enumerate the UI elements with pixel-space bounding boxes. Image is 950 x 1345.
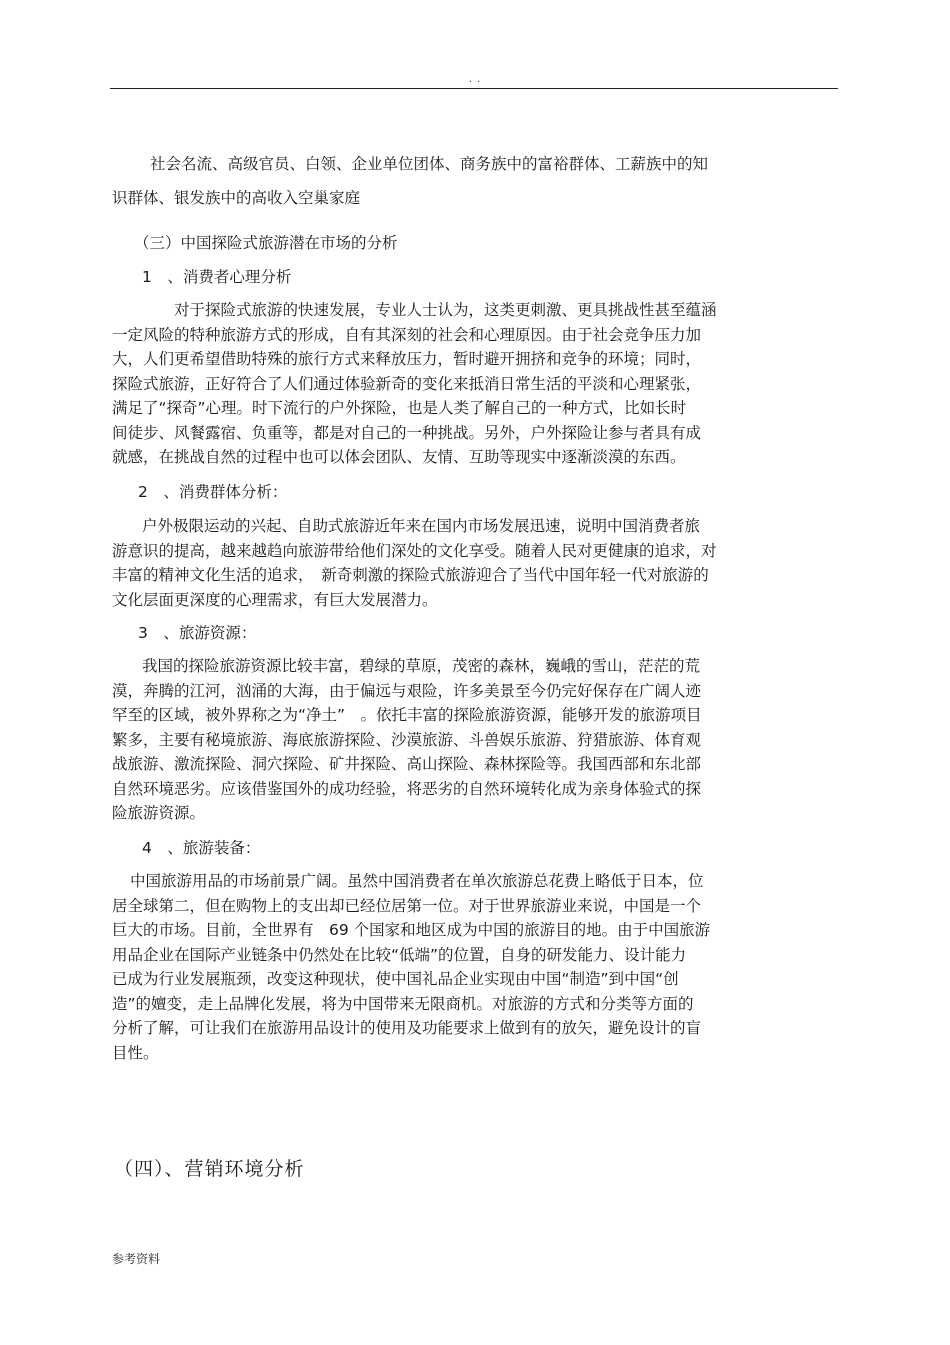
text-line: 中国旅游用品的市场前景广阔。虽然中国消费者在单次旅游总花费上略低于日本，位 xyxy=(130,872,704,890)
sub4-paragraph xyxy=(112,869,812,1065)
sub3-title xyxy=(112,621,812,646)
footer-reference: 参考资料 xyxy=(112,1252,161,1266)
text-line: 探险式旅游，正好符合了人们通过体验新奇的变化来抵消日常生活的平淡和心理紧张， xyxy=(112,374,702,393)
sub1-title xyxy=(112,265,812,290)
text-line: 繁多，主要有秘境旅游、海底旅游探险、沙漠旅游、斗兽娱乐旅游、狩猎旅游、体育观 xyxy=(112,730,702,749)
text-line: 已成为行业发展瓶颈，改变这种现状，使中国礼品企业实现由中国“制造”到中国“创 xyxy=(112,970,679,988)
text-line: 居全球第二，但在购物上的支出却已经位居第一位。对于世界旅游业来说，中国是一个 xyxy=(112,896,702,915)
text-line: 丰富的精神文化生活的追求， 新奇刺激的探险式旅游迎合了当代中国年轻一代对旅游的 xyxy=(112,566,709,584)
text-line: 识群体、银发族中的高收入空巢家庭 xyxy=(112,189,361,207)
text-line: 自然环境恶劣。应该借鉴国外的成功经验，将恶劣的自然环境转化成为亲身体验式的探 xyxy=(112,779,702,798)
text-line: 就感，在挑战自然的过程中也可以体会团队、友情、互助等现实中逐渐淡漠的东西。 xyxy=(112,448,686,466)
text-line: 游意识的提高，越来越趋向旅游带给他们深处的文化享受。随着人民对更健康的追求，对 xyxy=(112,541,717,560)
sub3-paragraph xyxy=(112,654,812,826)
text-line: 社会名流、高级官员、白领、企业单位团体、商务族中的富裕群体、工薪族中的知 xyxy=(150,155,709,173)
text-line: 户外极限运动的兴起、自助式旅游近年来在国内市场发展迅速，说明中国消费者旅 xyxy=(142,517,701,535)
text-line: 大，人们更希望借助特殊的旅行方式来释放压力，暂时避开拥挤和竞争的环境；同时， xyxy=(112,350,702,368)
sub2-title xyxy=(112,480,812,505)
header-rule xyxy=(110,88,838,89)
text-line: 我国的探险旅游资源比较丰富，碧绿的草原，茂密的森林，巍峨的雪山，茫茫的荒 xyxy=(142,657,701,675)
sub1-paragraph xyxy=(112,298,812,470)
text-line: 文化层面更深度的心理需求，有巨大发展潜力。 xyxy=(112,590,438,609)
sub2-paragraph xyxy=(112,514,812,612)
section4-title: （四）、营销环境分析 xyxy=(114,1158,305,1180)
section3-title xyxy=(112,231,812,256)
text-line: 间徒步、风餐露宿、负重等，都是对自己的一种挑战。另外，户外探险让参与者具有成 xyxy=(112,423,702,442)
audience-paragraph xyxy=(112,147,812,215)
text-line: 战旅游、激流探险、洞穴探险、矿井探险、高山探险、森林探险等。我国西部和东北部 xyxy=(112,755,702,773)
subsection-heading: 2 、消费群体分析： xyxy=(138,483,288,501)
text-line: 造”的嬗变，走上品牌化发展，将为中国带来无限商机。对旅游的方式和分类等方面的 xyxy=(112,994,694,1013)
sub4-title xyxy=(112,836,812,861)
text-line: 目性。 xyxy=(112,1043,159,1062)
text-line: 满足了“探奇”心理。时下流行的户外探险，也是人类了解自己的一种方式，比如长时 xyxy=(112,399,687,417)
text-line: 用品企业在国际产业链条中仍然处在比较“低端”的位置，自身的研发能力、设计能力 xyxy=(112,945,687,964)
subsection-heading: 1 、消费者心理分析 xyxy=(142,268,292,286)
text-line: 巨大的市场。目前，全世界有 69 个国家和地区成为中国的旅游目的地。由于中国旅游 xyxy=(112,921,711,939)
subsection-heading: 3 、旅游资源： xyxy=(138,624,257,642)
text-line: 对于探险式旅游的快速发展，专业人士认为，这类更刺激、更具挑战性甚至蕴涵 xyxy=(174,301,717,319)
section-heading: （三）中国探险式旅游潜在市场的分析 xyxy=(134,234,398,252)
text-line: 漠，奔腾的江河，汹涌的大海，由于偏远与艰险，许多美景至今仍完好保存在广阔人迹 xyxy=(112,681,702,700)
text-line: 险旅游资源。 xyxy=(112,804,206,822)
header-dots: . . xyxy=(468,74,482,85)
text-line: 一定风险的特种旅游方式的形成，自有其深刻的社会和心理原因。由于社会竞争压力加 xyxy=(112,325,702,344)
text-line: 罕至的区域，被外界称之为“净土” 。依托丰富的探险旅游资源，能够开发的旅游项目 xyxy=(112,706,702,724)
subsection-heading: 4 、旅游装备： xyxy=(142,839,261,857)
text-line: 分析了解，可让我们在旅游用品设计的使用及功能要求上做到有的放矢，避免设计的盲 xyxy=(112,1019,702,1037)
